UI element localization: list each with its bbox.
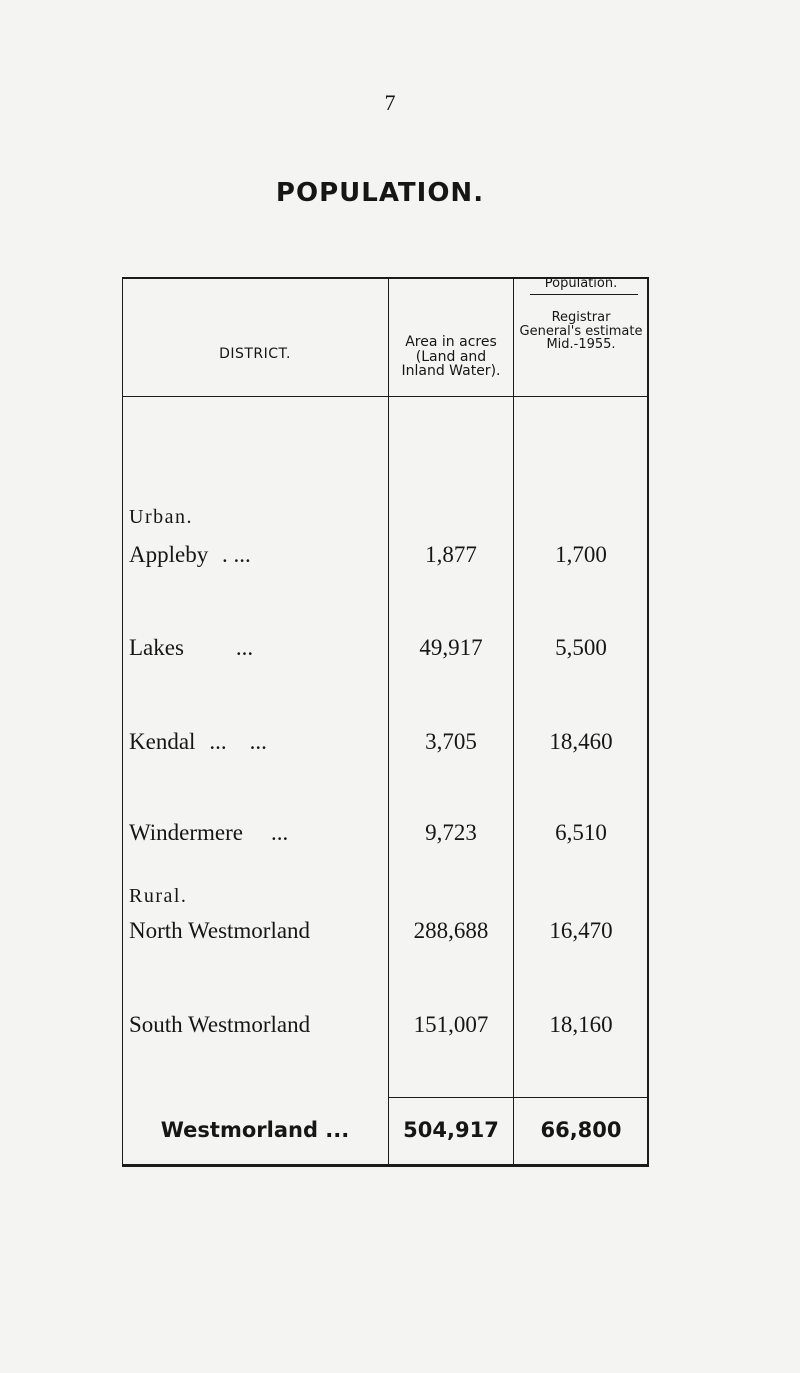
area-value: 1,877 [425, 542, 477, 567]
area-header-line-3: Inland Water). [401, 363, 501, 380]
area-value: 49,917 [419, 635, 483, 660]
dot-leader: ... [271, 820, 289, 845]
population-table [122, 277, 648, 1167]
page-number: 7 [384, 90, 396, 115]
area-value: 3,705 [425, 729, 477, 754]
population-value: 18,460 [549, 729, 613, 754]
dot-leader: ... ... [209, 729, 267, 754]
total-separator-rule [388, 1097, 648, 1098]
estimate-header-line-3: Mid.-1955. [546, 337, 616, 353]
population-value: 1,700 [555, 542, 607, 567]
table-bottom-rule [122, 1164, 648, 1167]
area-column-header [388, 335, 514, 379]
district-name-text: South Westmorland [129, 1012, 311, 1037]
header-bottom-rule [122, 396, 648, 397]
district-column-header: DISTRICT. [219, 346, 291, 362]
population-value: 18,160 [549, 1012, 613, 1037]
total-area-value: 504,917 [403, 1118, 499, 1142]
total-district-name: Westmorland ... [160, 1118, 350, 1142]
district-name [129, 729, 267, 755]
estimate-header-line-2: General's estimate [519, 323, 643, 339]
district-name [129, 1012, 310, 1038]
dot-leader: ... [235, 635, 254, 660]
area-header-line-1: Area in acres [405, 334, 497, 350]
total-population-value: 66,800 [540, 1118, 622, 1142]
district-name-text: Windermere [129, 820, 244, 845]
population-value: 6,510 [555, 820, 607, 845]
population-estimate-header [514, 311, 648, 352]
district-name [129, 542, 251, 568]
district-name [129, 820, 288, 846]
estimate-header-line-1: Registrar [551, 310, 611, 325]
district-name-text: Lakes [129, 635, 184, 660]
population-value: 16,470 [549, 918, 613, 943]
section-label-rural: Rural. [129, 885, 188, 907]
district-name-text: Appleby [129, 542, 209, 567]
section-label-urban: Urban. [129, 506, 193, 528]
district-name [129, 635, 253, 661]
district-name-text: Kendal [129, 729, 196, 754]
population-value: 5,500 [555, 635, 607, 660]
population-group-header: Population. [544, 276, 618, 291]
area-value: 288,688 [413, 918, 489, 943]
table-left-rule [122, 277, 123, 1167]
page-title: POPULATION. [275, 178, 485, 208]
population-group-rule [530, 294, 638, 295]
area-value: 9,723 [425, 820, 477, 845]
district-name-text: North Westmorland [129, 918, 311, 943]
area-value: 151,007 [413, 1012, 489, 1037]
area-header-line-2: (Land and [415, 348, 487, 365]
dot-leader: . ... [216, 542, 251, 567]
district-name [129, 918, 310, 944]
